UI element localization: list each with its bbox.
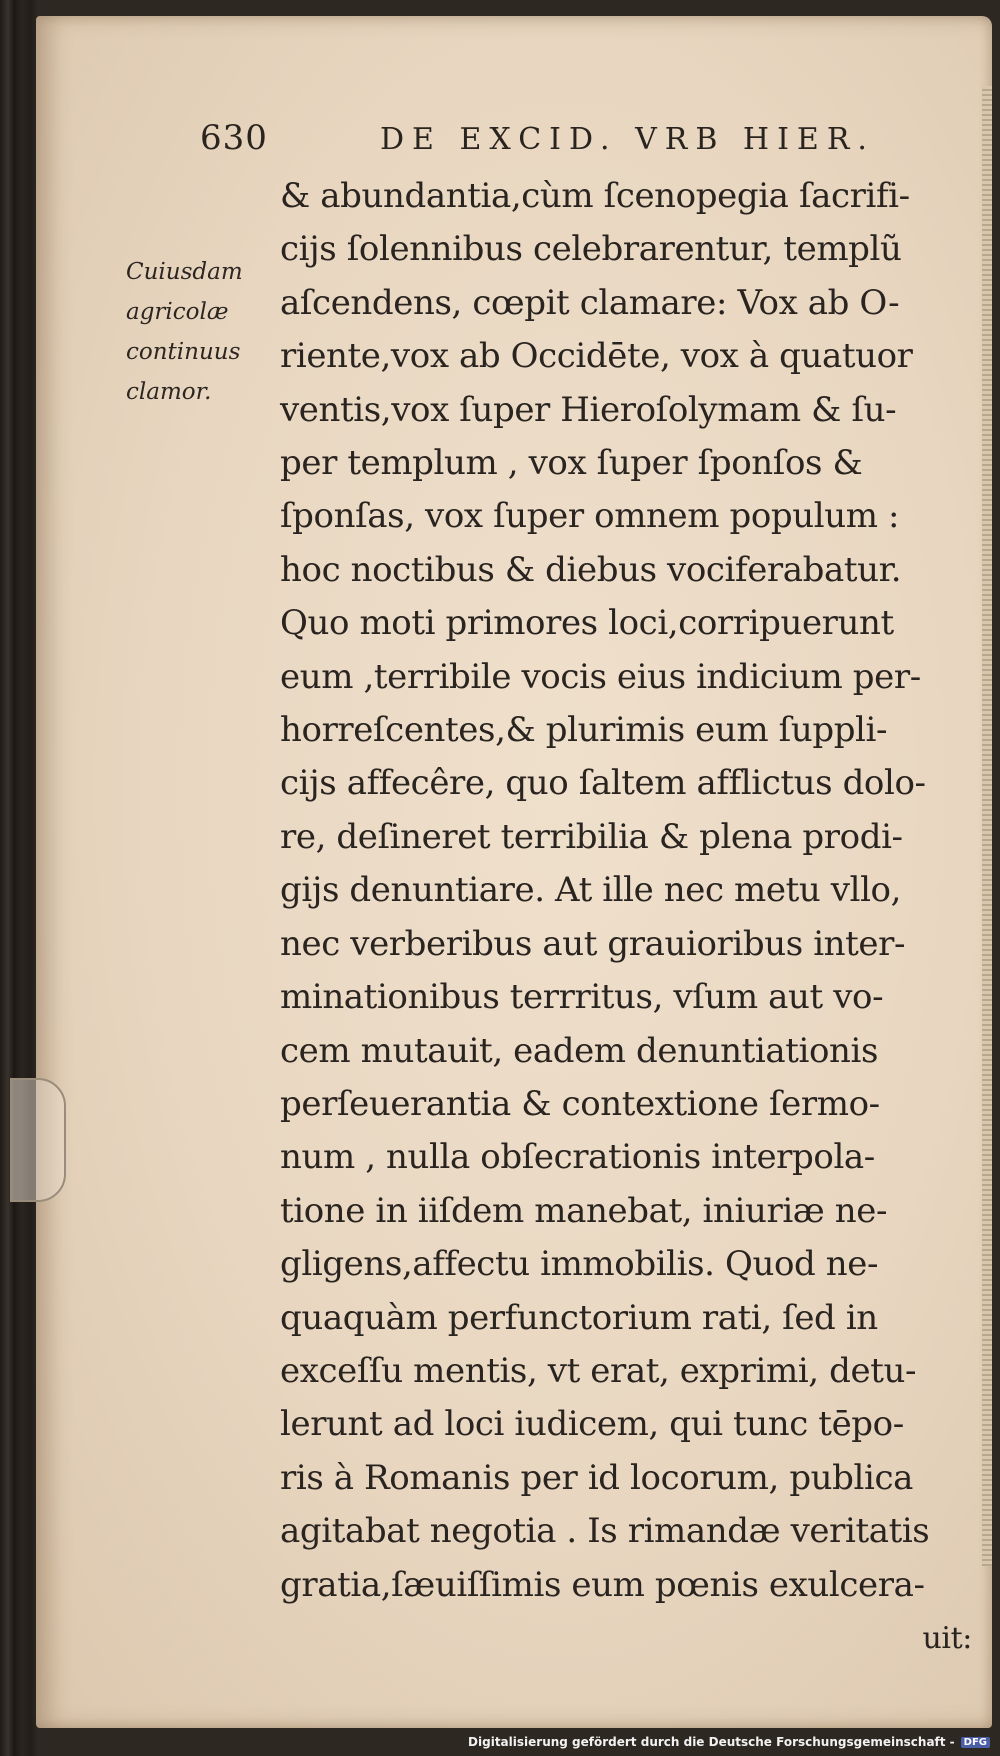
text-line: ſponſas, vox ſuper omnem populum : (280, 496, 900, 537)
bookmark-tab (10, 1078, 66, 1202)
text-line: eum ,terribile vocis eius indicium per- (280, 656, 921, 697)
page-number: 630 (200, 118, 268, 158)
text-line: tione in iiſdem manebat, iniuriæ ne- (280, 1190, 888, 1231)
text-line: aſcendens, cœpit clamare: Vox ab O- (280, 282, 900, 323)
text-line: riente,vox ab Occidēte, vox à quatuor (280, 336, 913, 377)
text-line: lerunt ad loci iudicem, qui tunc tēpo- (280, 1404, 904, 1445)
text-line: Quo moti primores loci,corripuerunt (280, 603, 894, 644)
dfg-logo-icon: DFG (961, 1737, 990, 1748)
text-line: agitabat negotia . Is rimandæ veritatis (280, 1511, 930, 1552)
text-line: minationibus terrritus, vſum aut vo- (280, 977, 884, 1018)
text-line: cem mutauit, eadem denuntiationis (280, 1030, 879, 1071)
main-text-block (280, 170, 980, 1665)
text-line: & abundantia,cùm ſcenopegia ſacrifi- (280, 176, 910, 216)
text-line: nec verberibus aut grauioribus inter- (280, 923, 906, 964)
text-line: ris à Romanis per id locorum, publica (280, 1457, 914, 1498)
text-line: cijs affecêre, quo ſaltem afflictus dolo- (280, 763, 926, 804)
text-line: gligens,affectu immobilis. Quod ne- (280, 1244, 879, 1285)
marginal-note-line: continuus (126, 339, 241, 365)
text-line: ventis,vox ſuper Hieroſolymam & ſu- (280, 389, 897, 430)
digitization-credit (468, 1732, 990, 1752)
text-line: perſeuerantia & contextione ſermo- (280, 1083, 880, 1124)
text-line: exceſſu mentis, vt erat, exprimi, detu- (280, 1350, 917, 1391)
page-edge (982, 86, 992, 1566)
text-line: per templum , vox ſuper ſponſos & (280, 443, 863, 484)
text-line: cijs ſolennibus celebrarentur, templũ (280, 229, 902, 270)
credit-text: Digitalisierung gefördert durch die Deutsche Forschungsgemeinschaft - (468, 1735, 955, 1749)
text-line: gijs denuntiare. At ille nec metu vllo, (280, 870, 902, 911)
text-line: re, deſineret terribilia & plena prodi- (280, 816, 903, 857)
text-line: quaquàm perfunctorium rati, ſed in (280, 1297, 878, 1338)
text-line: num , nulla obſecrationis interpola- (280, 1137, 875, 1178)
marginal-note-line: Cuiusdam (126, 259, 243, 285)
catchword: uit: (922, 1620, 972, 1656)
marginal-note-line: agricolæ (126, 299, 229, 325)
running-header (0, 118, 1000, 174)
marginal-note (126, 252, 286, 412)
text-line: horreſcentes,& plurimis eum ſuppli- (280, 710, 888, 751)
text-line: gratia,ſæuiſſimis eum pœnis exulcera- (280, 1564, 925, 1605)
running-title: DE EXCID. VRB HIER. (380, 122, 875, 157)
text-line: hoc noctibus & diebus vociferabatur. (280, 549, 902, 590)
marginal-note-line: clamor. (126, 379, 212, 405)
